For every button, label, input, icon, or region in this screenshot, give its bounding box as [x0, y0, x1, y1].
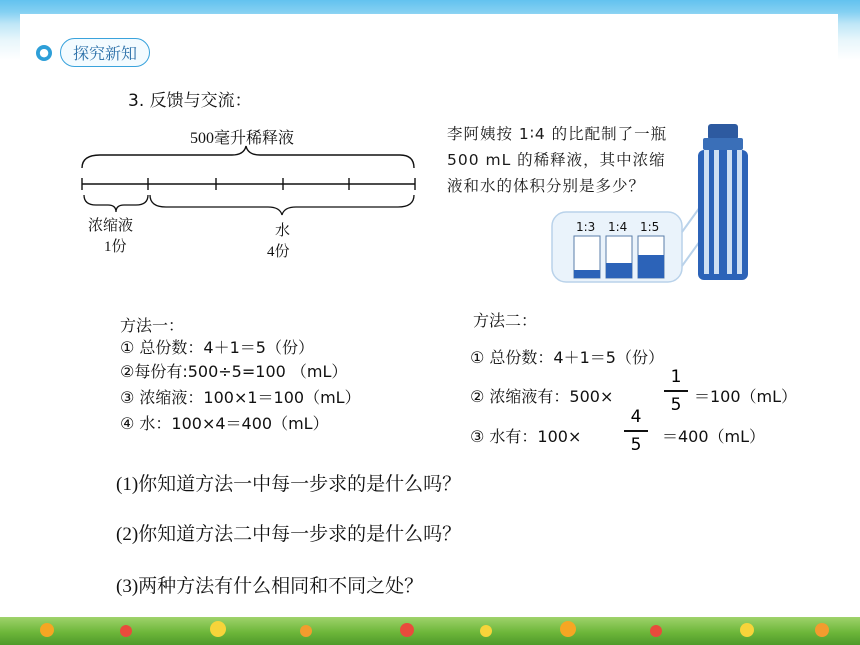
section-tag-label: 探究新知: [60, 38, 150, 67]
method1-step: ① 总份数：4＋1＝5（份）: [120, 338, 314, 357]
method2-step3-suffix: ＝400（mL）: [662, 427, 766, 446]
method1-step: ④ 水：100×4＝400（mL）: [120, 414, 329, 433]
fraction-denominator: 5: [630, 435, 642, 455]
fraction-bar: [624, 430, 648, 432]
info-bubble-icon: ●: [36, 45, 52, 61]
ratio-cup-2: [606, 236, 632, 278]
method2-step3-fraction: [624, 407, 648, 455]
diagram-part2-count: 4份: [267, 244, 290, 260]
method2-step2-suffix: ＝100（mL）: [694, 387, 798, 406]
question-2: (2)你知道方法二中每一步求的是什么吗？: [116, 524, 462, 545]
question-3: (3)两种方法有什么相同和不同之处？: [116, 576, 424, 597]
diagram-part2-label: 水: [275, 223, 291, 239]
fraction-numerator: 4: [630, 407, 642, 427]
method1-title: 方法一：: [120, 316, 185, 335]
ratio-cup-3: [638, 236, 664, 278]
method2-step2-prefix: ② 浓缩液有：500×: [470, 387, 614, 406]
ratio-label-1: 1:3: [576, 220, 596, 234]
diagram-total-label: 500毫升稀释液: [190, 130, 295, 147]
method1-step: ②每份有:500÷5=100 （mL）: [120, 362, 348, 381]
diagram-part1-count: 1份: [104, 239, 127, 255]
diagram-part1-label: 浓缩液: [88, 218, 134, 234]
question-1: (1)你知道方法一中每一步求的是什么吗？: [116, 474, 462, 495]
fraction-bar: [664, 390, 688, 392]
method2-step2-fraction: [664, 367, 688, 415]
method2-step1: ① 总份数：4＋1＝5（份）: [470, 348, 664, 367]
ratio-cup-1: [574, 236, 600, 278]
section-title: 3. 反馈与交流：: [128, 91, 252, 111]
problem-text: 李阿姨按 1∶4 的比配制了一瓶 500 mL 的稀释液，其中浓缩液和水的体积分别是多少？: [447, 125, 668, 195]
method2-step3-prefix: ③ 水有：100×: [470, 427, 582, 446]
method2-title: 方法二：: [473, 311, 538, 330]
fraction-numerator: 1: [670, 367, 682, 387]
bottle-icon: [698, 124, 748, 280]
method1-step: ③ 浓缩液：100×1＝100（mL）: [120, 388, 361, 407]
fraction-denominator: 5: [670, 395, 682, 415]
ratio-label-2: 1:4: [608, 220, 628, 234]
ratio-label-3: 1:5: [640, 220, 660, 234]
